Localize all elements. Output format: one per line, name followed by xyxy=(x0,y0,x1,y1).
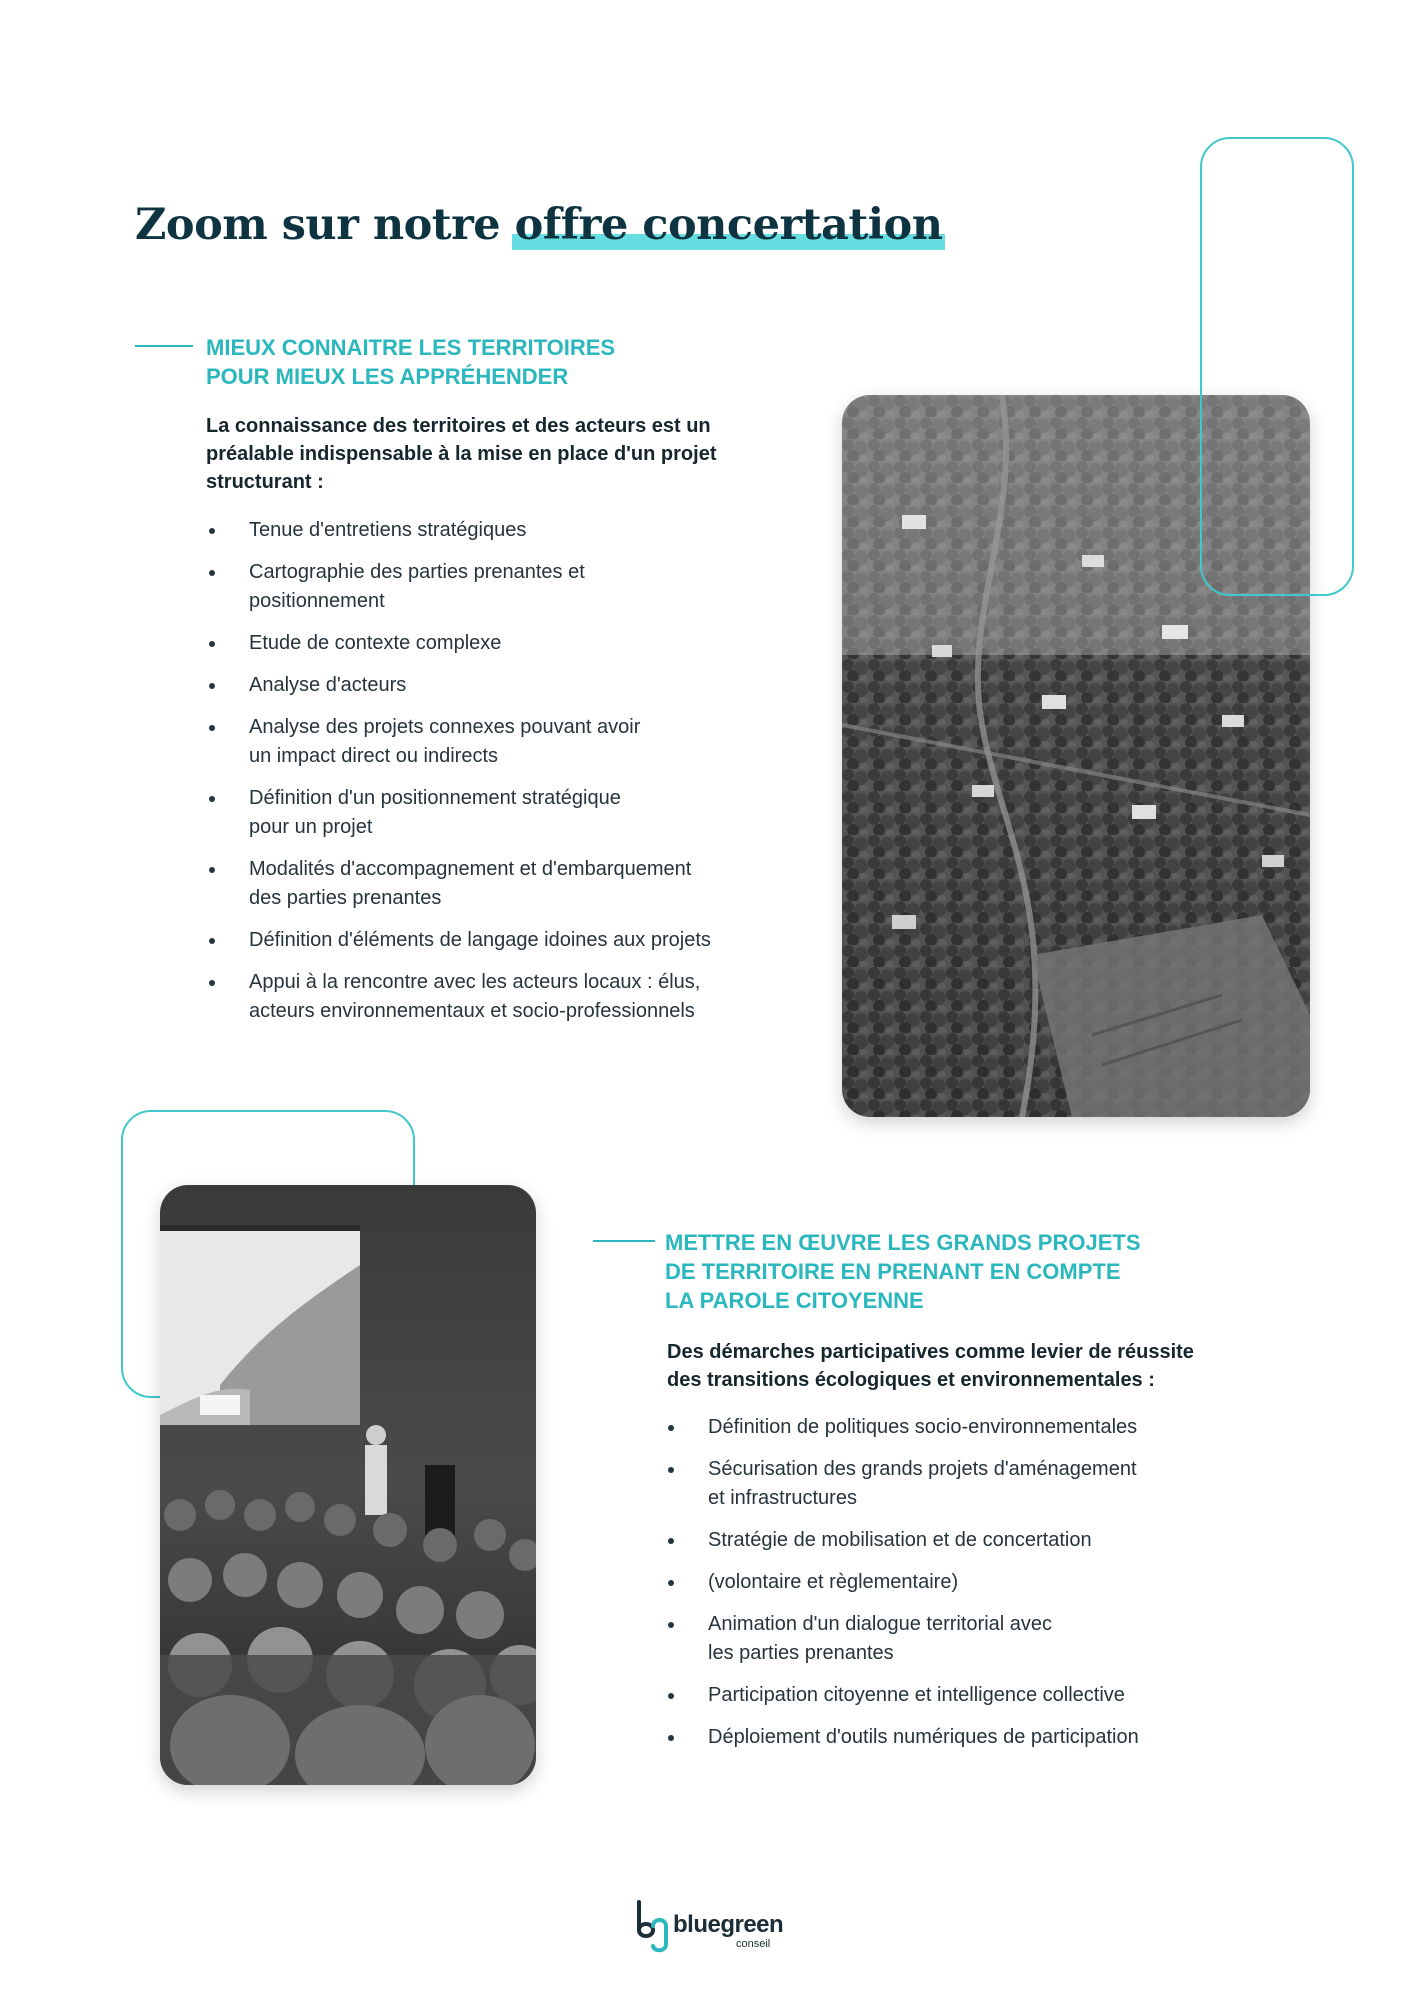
list-item xyxy=(665,1526,1139,1555)
list-item xyxy=(206,558,711,616)
list-item xyxy=(665,1413,1139,1442)
list-item-line: Stratégie de mobilisation et de concertation xyxy=(708,1529,1092,1551)
list-item-line: Etude de contexte complexe xyxy=(249,632,502,654)
conference-audience-photo xyxy=(160,1185,536,1785)
list-item-line: Définition de politiques socio-environnementales xyxy=(708,1416,1138,1438)
list-item-line: les parties prenantes xyxy=(708,1642,894,1664)
section1-heading-rule xyxy=(135,345,193,347)
list-item xyxy=(206,629,711,658)
title-highlight: offre concertation xyxy=(514,200,943,250)
list-item-line: Définition d'éléments de langage idoines aux projets xyxy=(249,929,711,951)
list-item xyxy=(206,855,711,913)
list-item-line: Analyse des projets connexes pouvant avoir xyxy=(249,716,641,738)
list-item xyxy=(665,1723,1139,1752)
list-item xyxy=(665,1455,1139,1513)
section1-list xyxy=(206,516,711,1039)
section2-intro-line: des transitions écologiques et environnementales : xyxy=(667,1369,1155,1391)
list-item xyxy=(665,1610,1139,1668)
section1-intro-line: La connaissance des territoires et des acteurs est un xyxy=(206,415,711,437)
list-item xyxy=(665,1681,1139,1710)
section2-heading-line: DE TERRITOIRE EN PRENANT EN COMPTE xyxy=(665,1259,1121,1284)
list-item-line: Participation citoyenne et intelligence collective xyxy=(708,1684,1125,1706)
list-item-line: Analyse d'acteurs xyxy=(249,674,407,696)
section1-heading-line: MIEUX CONNAITRE LES TERRITOIRES xyxy=(206,335,616,360)
logo-wordmark: bluegreen xyxy=(673,1911,784,1938)
list-item xyxy=(206,671,711,700)
list-item-line: Cartographie des parties prenantes et xyxy=(249,561,585,583)
list-item-line: Animation d'un dialogue territorial avec xyxy=(708,1613,1053,1635)
list-item xyxy=(206,784,711,842)
list-item-line: Sécurisation des grands projets d'aménagement xyxy=(708,1458,1137,1480)
section1-heading xyxy=(206,333,615,391)
list-item xyxy=(206,516,711,545)
list-item-line: Appui à la rencontre avec les acteurs locaux : élus, xyxy=(249,971,701,993)
logo-subtitle: conseil xyxy=(736,1938,771,1950)
title-main: Zoom sur notre xyxy=(135,200,501,250)
section2-intro xyxy=(667,1338,1194,1394)
list-item-line: Tenue d'entretiens stratégiques xyxy=(249,519,527,541)
list-item-line: positionnement xyxy=(249,590,385,612)
list-item xyxy=(206,713,711,771)
bluegreen-logo-icon xyxy=(635,1900,669,1956)
section2-heading-rule xyxy=(593,1240,655,1242)
section2-heading-line: METTRE EN ŒUVRE LES GRANDS PROJETS xyxy=(665,1230,1141,1255)
section2-intro-line: Des démarches participatives comme levier de réussite xyxy=(667,1341,1194,1363)
list-item-line: et infrastructures xyxy=(708,1487,857,1509)
list-item-line: des parties prenantes xyxy=(249,887,442,909)
list-item-line: Définition d'un positionnement stratégique xyxy=(249,787,621,809)
section1-intro-line: structurant : xyxy=(206,471,324,493)
decorative-frame-top-right xyxy=(1200,137,1354,596)
list-item xyxy=(206,968,711,1026)
section1-intro-line: préalable indispensable à la mise en place d'un projet xyxy=(206,443,717,465)
list-item-line: Modalités d'accompagnement et d'embarquement xyxy=(249,858,692,880)
section2-heading xyxy=(665,1228,1141,1315)
page-title xyxy=(135,200,942,250)
list-item-line: (volontaire et règlementaire) xyxy=(708,1571,959,1593)
list-item-line: acteurs environnementaux et socio-professionnels xyxy=(249,1000,695,1022)
list-item-line: Déploiement d'outils numériques de participation xyxy=(708,1726,1139,1748)
section1-intro xyxy=(206,412,716,496)
list-item-line: pour un projet xyxy=(249,816,373,838)
section2-heading-line: LA PAROLE CITOYENNE xyxy=(665,1288,924,1313)
list-item xyxy=(665,1568,1139,1597)
section2-list xyxy=(665,1413,1139,1765)
list-item-line: un impact direct ou indirects xyxy=(249,745,499,767)
list-item xyxy=(206,926,711,955)
section1-heading-line: POUR MIEUX LES APPRÉHENDER xyxy=(206,364,569,389)
